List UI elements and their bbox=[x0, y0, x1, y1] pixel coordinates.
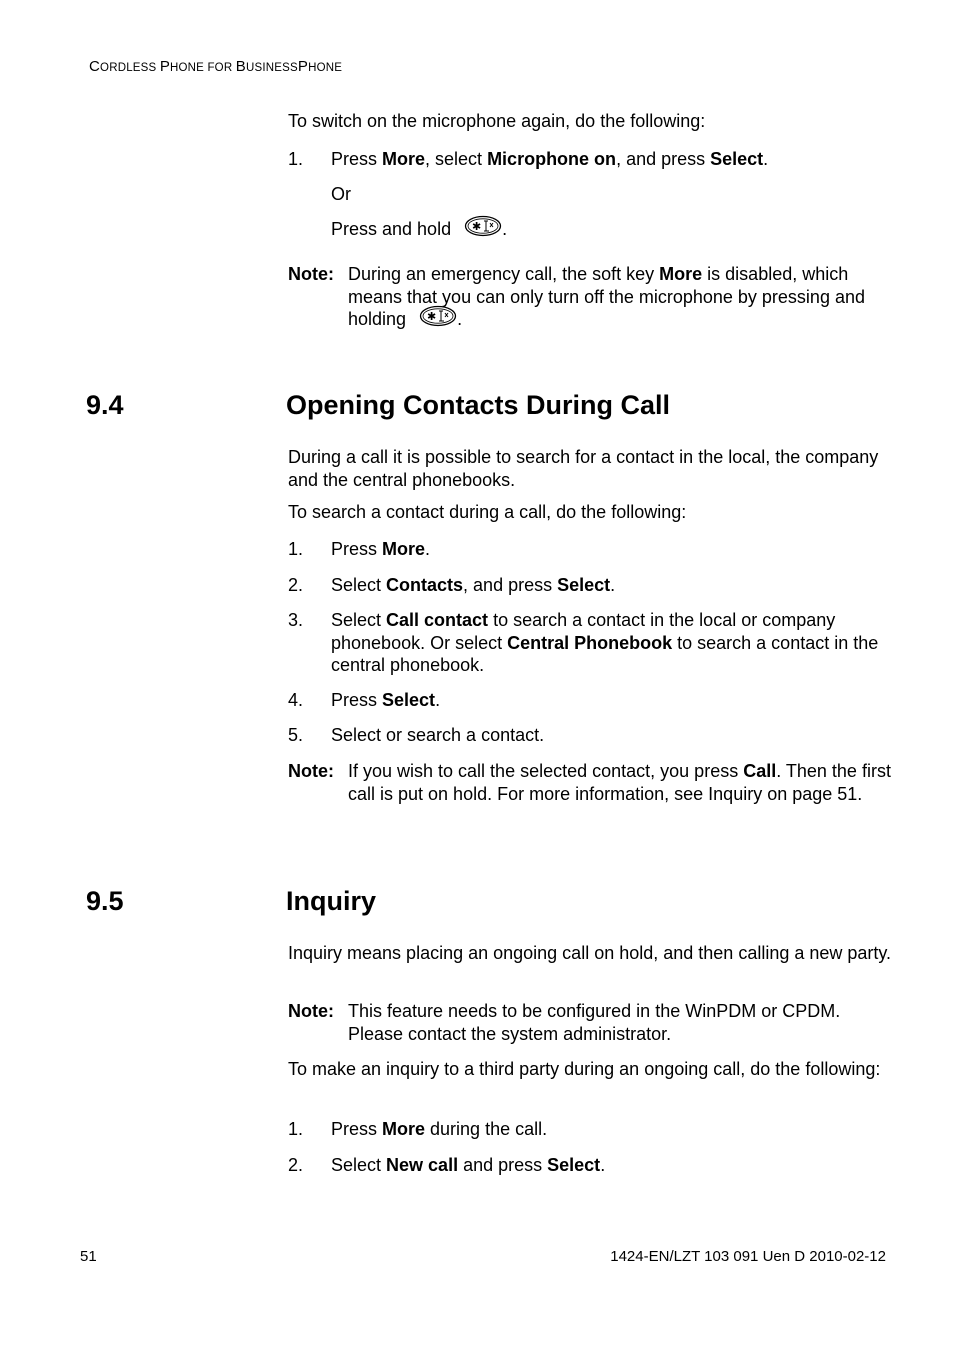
running-header bbox=[89, 58, 342, 75]
header-part: P bbox=[159, 58, 171, 75]
step-text: Press More, select Microphone on, and press Select. bbox=[331, 149, 769, 169]
paragraph: During a call it is possible to search for a contact in the local, the company and the central phonebooks. bbox=[288, 447, 879, 490]
svg-text:✱: ✱ bbox=[472, 219, 482, 233]
note-text: If you wish to call the selected contact, you press Call. Then the first call is put on hold. For more information, see Inquiry on page 51. bbox=[348, 761, 891, 804]
header-part: ORDLESS bbox=[100, 62, 160, 74]
header-part: USINESS bbox=[245, 62, 298, 74]
step-number: 1. bbox=[288, 1119, 304, 1139]
note-text: This feature needs to be configured in the WinPDM or CPDM. Please contact the system administrator. bbox=[348, 1001, 841, 1044]
step-text: Select Contacts, and press Select. bbox=[331, 575, 616, 595]
note-label: Note: bbox=[288, 264, 334, 284]
step-text: Press More. bbox=[331, 539, 431, 559]
document-id: 1424-EN/LZT 103 091 Uen D 2010-02-12 bbox=[610, 1248, 886, 1265]
section-title: Inquiry bbox=[286, 886, 377, 916]
step-number: 2. bbox=[288, 1155, 304, 1175]
note-label: Note: bbox=[288, 761, 334, 781]
step-text: Select or search a contact. bbox=[331, 725, 545, 745]
svg-text:✱: ✱ bbox=[427, 309, 437, 323]
step-number: 1. bbox=[288, 539, 304, 559]
header-part: C bbox=[89, 58, 101, 75]
intro-paragraph: To switch on the microphone again, do the following: bbox=[288, 111, 706, 131]
step-number: 1. bbox=[288, 149, 304, 169]
header-part: B bbox=[235, 58, 246, 75]
note-label: Note: bbox=[288, 1001, 334, 1021]
paragraph: Inquiry means placing an ongoing call on hold, and then calling a new party. bbox=[288, 943, 892, 963]
step-text: Press Select. bbox=[331, 690, 441, 710]
step-text: Press More during the call. bbox=[331, 1119, 548, 1139]
section-title: Opening Contacts During Call bbox=[286, 390, 671, 420]
step-number: 3. bbox=[288, 610, 304, 630]
press-hold-text: Press and hold ✱ . bbox=[331, 218, 896, 242]
section-number: 9.4 bbox=[86, 390, 124, 420]
note-text: During an emergency call, the soft key More is disabled, which means that you can only turn off the microphone by pressing and holding ✱ . bbox=[348, 263, 898, 332]
header-part: HONE bbox=[308, 62, 343, 74]
header-part: HONE FOR bbox=[170, 62, 236, 74]
step-text: Select New call and press Select. bbox=[331, 1155, 606, 1175]
mute-key-icon bbox=[464, 215, 502, 243]
or-text: Or bbox=[331, 184, 351, 204]
step-number: 2. bbox=[288, 575, 304, 595]
paragraph: To make an inquiry to a third party during an ongoing call, do the following: bbox=[288, 1059, 881, 1079]
step-number: 5. bbox=[288, 725, 304, 745]
step-number: 4. bbox=[288, 690, 304, 710]
section-number: 9.5 bbox=[86, 886, 124, 916]
paragraph: To search a contact during a call, do the following: bbox=[288, 502, 687, 522]
page-number: 51 bbox=[80, 1248, 97, 1265]
step-text: Select Call contact to search a contact in the local or company phonebook. Or select Central Phonebook to search a contact in the central phonebook. bbox=[331, 610, 879, 675]
header-part: P bbox=[297, 58, 309, 75]
mute-key-icon bbox=[419, 305, 457, 333]
